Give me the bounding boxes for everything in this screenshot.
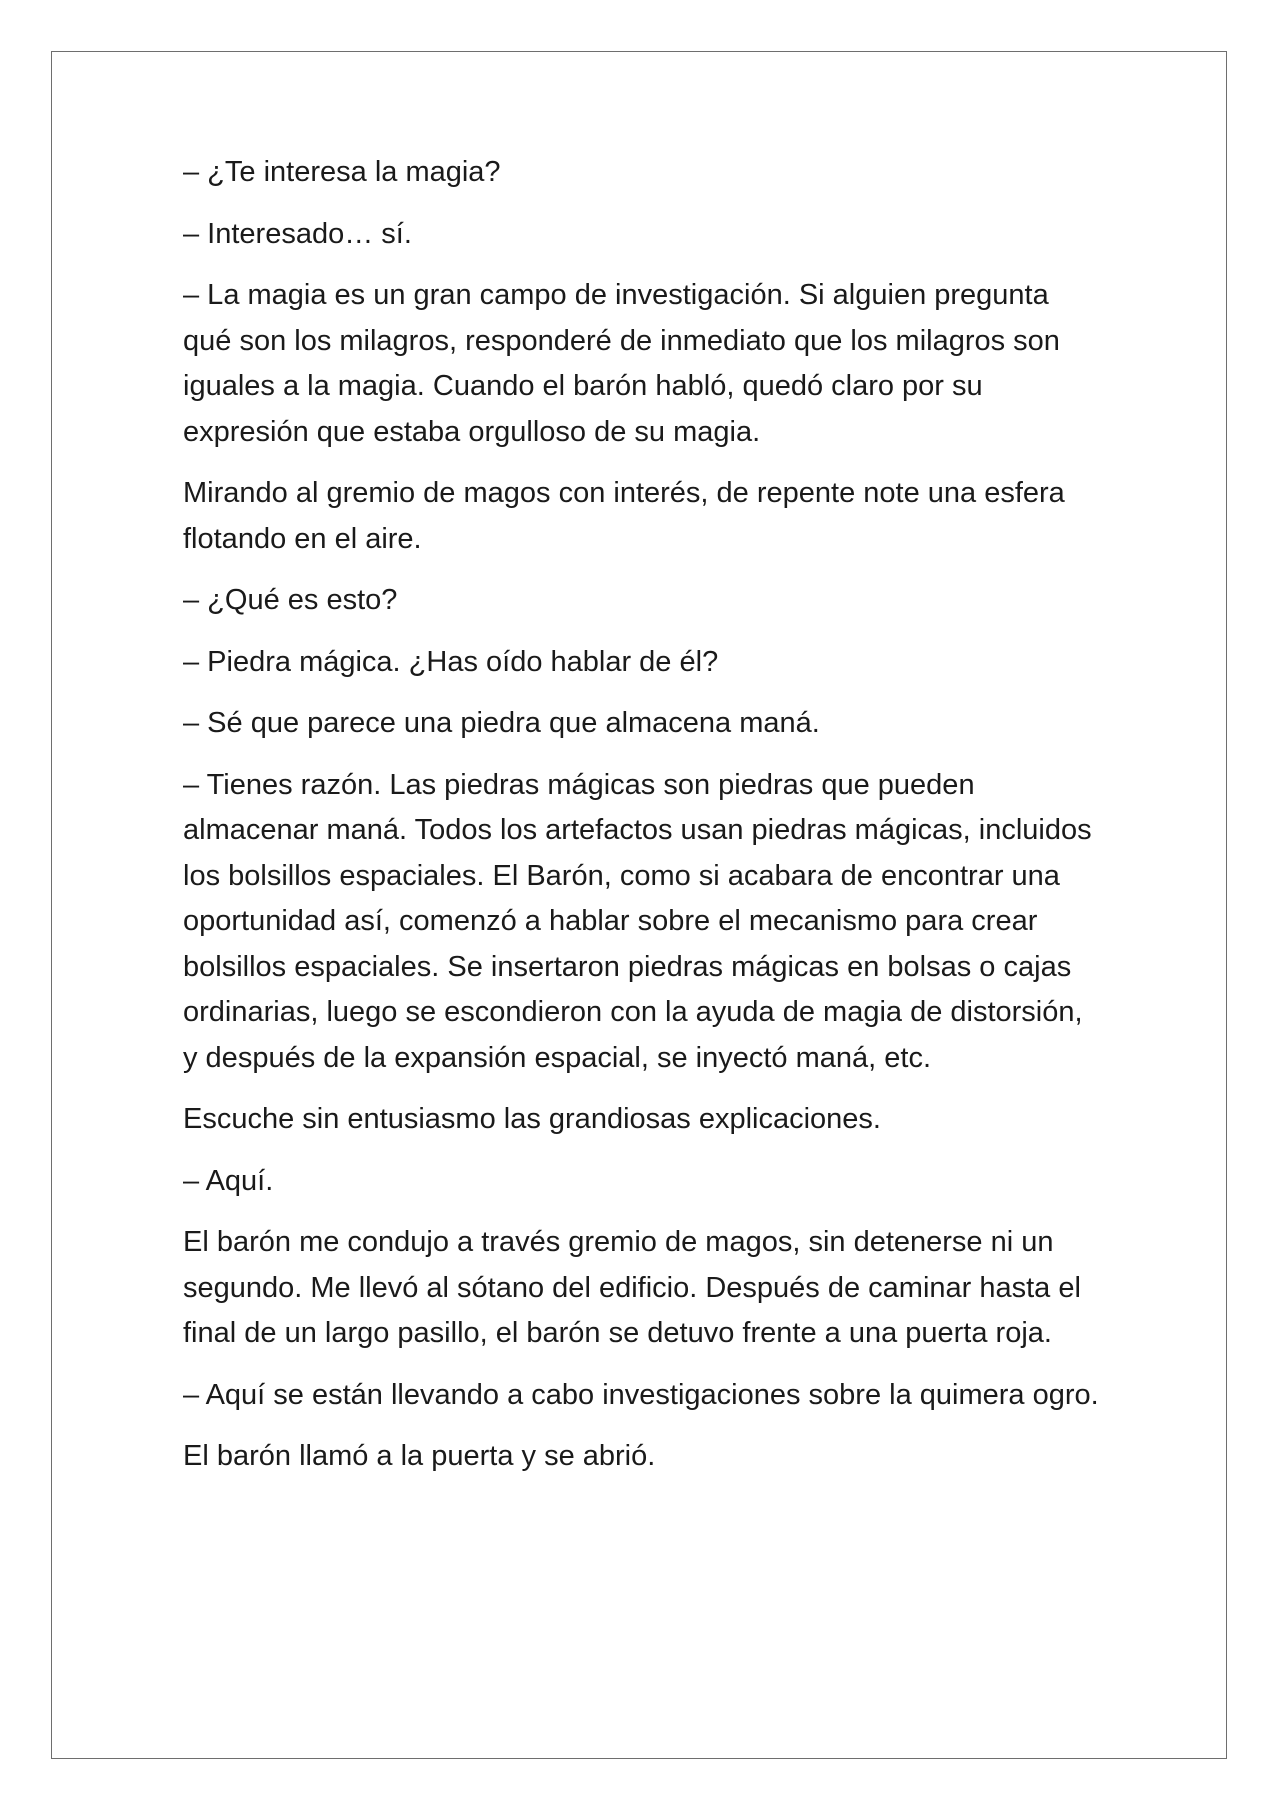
paragraph-narration: Mirando al gremio de magos con interés, de repente note una esfera flotando en el aire. bbox=[183, 477, 1065, 555]
paragraph-narration: Escuche sin entusiasmo las grandiosas explicaciones. bbox=[183, 1103, 881, 1135]
paragraph-dialogue: – Sé que parece una piedra que almacena maná. bbox=[183, 707, 820, 739]
paragraph-dialogue: – ¿Qué es esto? bbox=[183, 584, 398, 616]
document-body bbox=[183, 150, 1103, 1496]
paragraph-narration: El barón llamó a la puerta y se abrió. bbox=[183, 1440, 656, 1472]
paragraph-dialogue: – ¿Te interesa la magia? bbox=[183, 156, 501, 188]
paragraph-dialogue: – Aquí. bbox=[183, 1164, 274, 1197]
paragraph-dialogue: – Tienes razón. Las piedras mágicas son piedras que pueden almacenar maná. Todos los artefactos usan piedras mágicas, incluidos los bolsillos espaciales. El Barón, como si acabara de encontrar una oportunidad así, comenzó a hablar sobre el mecanismo para crear bolsillos espaciales. Se insertaron piedras mágicas en bolsas o cajas ordinarias, luego se escondieron con la ayuda de magia de distorsión, y después de la expansión espacial, se inyectó maná, etc. bbox=[183, 768, 1092, 1074]
paragraph-dialogue: – Aquí se están llevando a cabo investigaciones sobre la quimera ogro. bbox=[183, 1378, 1099, 1411]
paragraph-dialogue: – La magia es un gran campo de investigación. Si alguien pregunta qué son los milagros, responderé de inmediato que los milagros son iguales a la magia. Cuando el barón habló, quedó claro por su expresión que estaba orgulloso de su magia. bbox=[183, 279, 1060, 448]
paragraph-dialogue: – Interesado… sí. bbox=[183, 217, 412, 250]
paragraph-dialogue: – Piedra mágica. ¿Has oído hablar de él? bbox=[183, 645, 719, 678]
paragraph-narration: El barón me condujo a través gremio de magos, sin detenerse ni un segundo. Me llevó al sótano del edificio. Después de caminar hasta el final de un largo pasillo, el barón se detuvo frente a una puerta roja. bbox=[183, 1226, 1081, 1349]
